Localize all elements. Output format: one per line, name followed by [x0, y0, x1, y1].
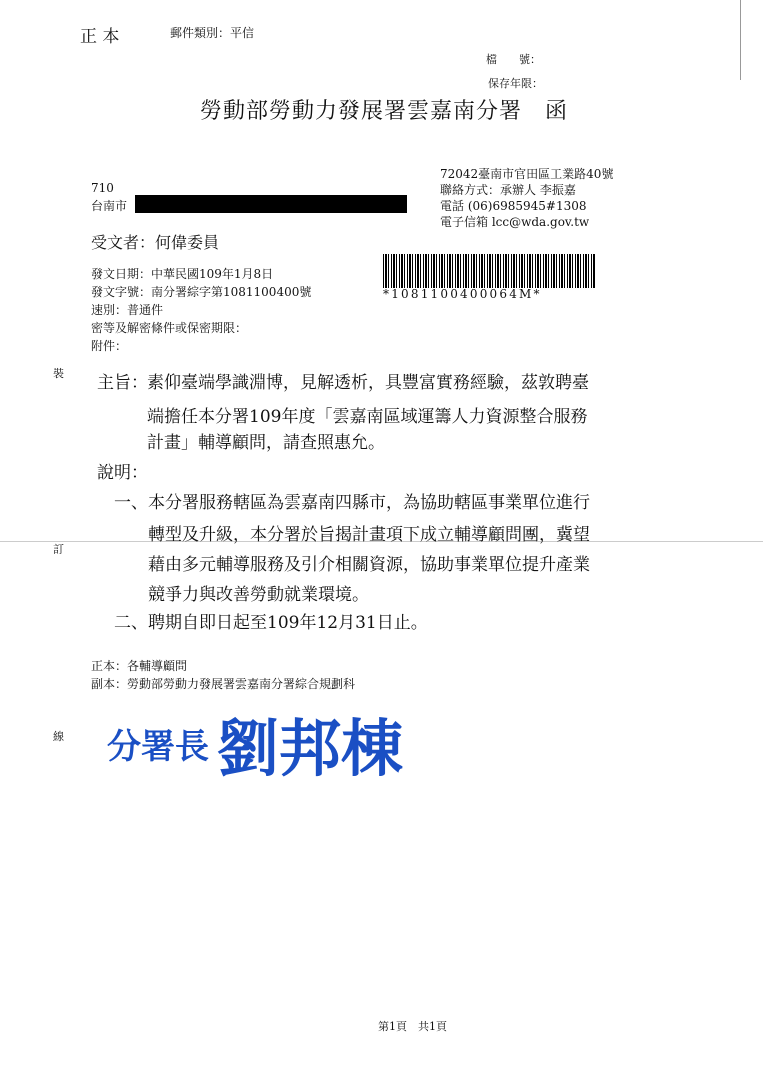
distribution-copy: 副本：勞動部勞動力發展署雲嘉南分署綜合規劃科: [91, 677, 356, 691]
file-no-label: 檔 號：: [486, 53, 541, 66]
secrecy-level: 密等及解密條件或保密期限：: [91, 321, 248, 335]
speed-class: 速別：普通件: [91, 303, 164, 317]
item1-line-3: 藉由多元輔導服務及引介相關資源，協助事業單位提升產業: [148, 555, 590, 575]
scan-edge: [740, 0, 741, 80]
signature-stamp: [105, 700, 425, 788]
margin-mark-bind: 裝: [53, 367, 64, 380]
item1-number: 一、: [114, 493, 148, 513]
distribution-original: 正本：各輔導顧問: [91, 659, 188, 673]
issue-date: 發文日期：中華民國109年1月8日: [91, 267, 274, 281]
subject-line-1: 素仰臺端學識淵博，見解透析，具豐富實務經驗，茲敦聘臺: [147, 373, 589, 393]
barcode: [383, 254, 596, 288]
item1-line-2: 轉型及升級，本分署於旨揭計畫項下成立輔導顧問團，冀望: [148, 525, 590, 545]
copy-type: 正 本: [80, 27, 120, 47]
sender-address: 72042臺南市官田區工業路40號: [440, 167, 614, 181]
margin-mark-staple: 訂: [53, 543, 64, 556]
recipient-zip: 710: [91, 181, 114, 195]
subject-label: 主旨：: [97, 373, 148, 393]
signature-title: 分署長: [107, 727, 209, 767]
retention-label: 保存年限：: [488, 77, 543, 90]
item1-line-1: 本分署服務轄區為雲嘉南四縣市，為協助轄區事業單位進行: [148, 493, 590, 513]
sender-contact: 聯絡方式：承辦人 李振嘉: [440, 183, 576, 197]
mail-type: 郵件類別：平信: [170, 26, 255, 40]
document-number: 發文字號：南分署綜字第1081100400號: [91, 285, 312, 299]
barcode-number: *1081100400064M*: [383, 287, 542, 301]
document-title: 勞動部勞動力發展署雲嘉南分署 函: [200, 99, 569, 124]
item2-text: 聘期自即日起至109年12月31日止。: [148, 613, 428, 633]
item1-line-4: 競爭力與改善勞動就業環境。: [148, 585, 369, 605]
sender-phone: 電話 (06)6985945#1308: [440, 199, 587, 213]
sender-email: 電子信箱 lcc@wda.gov.tw: [440, 215, 590, 229]
item2-number: 二、: [114, 613, 148, 633]
margin-mark-line: 線: [53, 730, 64, 743]
attachment: 附件：: [91, 339, 128, 353]
subject-line-3: 計畫」輔導顧問，請查照惠允。: [147, 433, 385, 453]
signature-name: 劉邦棟: [217, 712, 404, 785]
subject-line-2: 端擔任本分署109年度「雲嘉南區域運籌人力資源整合服務: [147, 407, 588, 427]
recipient-city: 台南市: [91, 199, 128, 213]
redaction-bar: [135, 195, 407, 213]
explanation-label: 說明：: [97, 463, 148, 483]
page-footer: 第1頁 共1頁: [378, 1020, 447, 1033]
addressee: 受文者：何偉委員: [91, 233, 220, 252]
